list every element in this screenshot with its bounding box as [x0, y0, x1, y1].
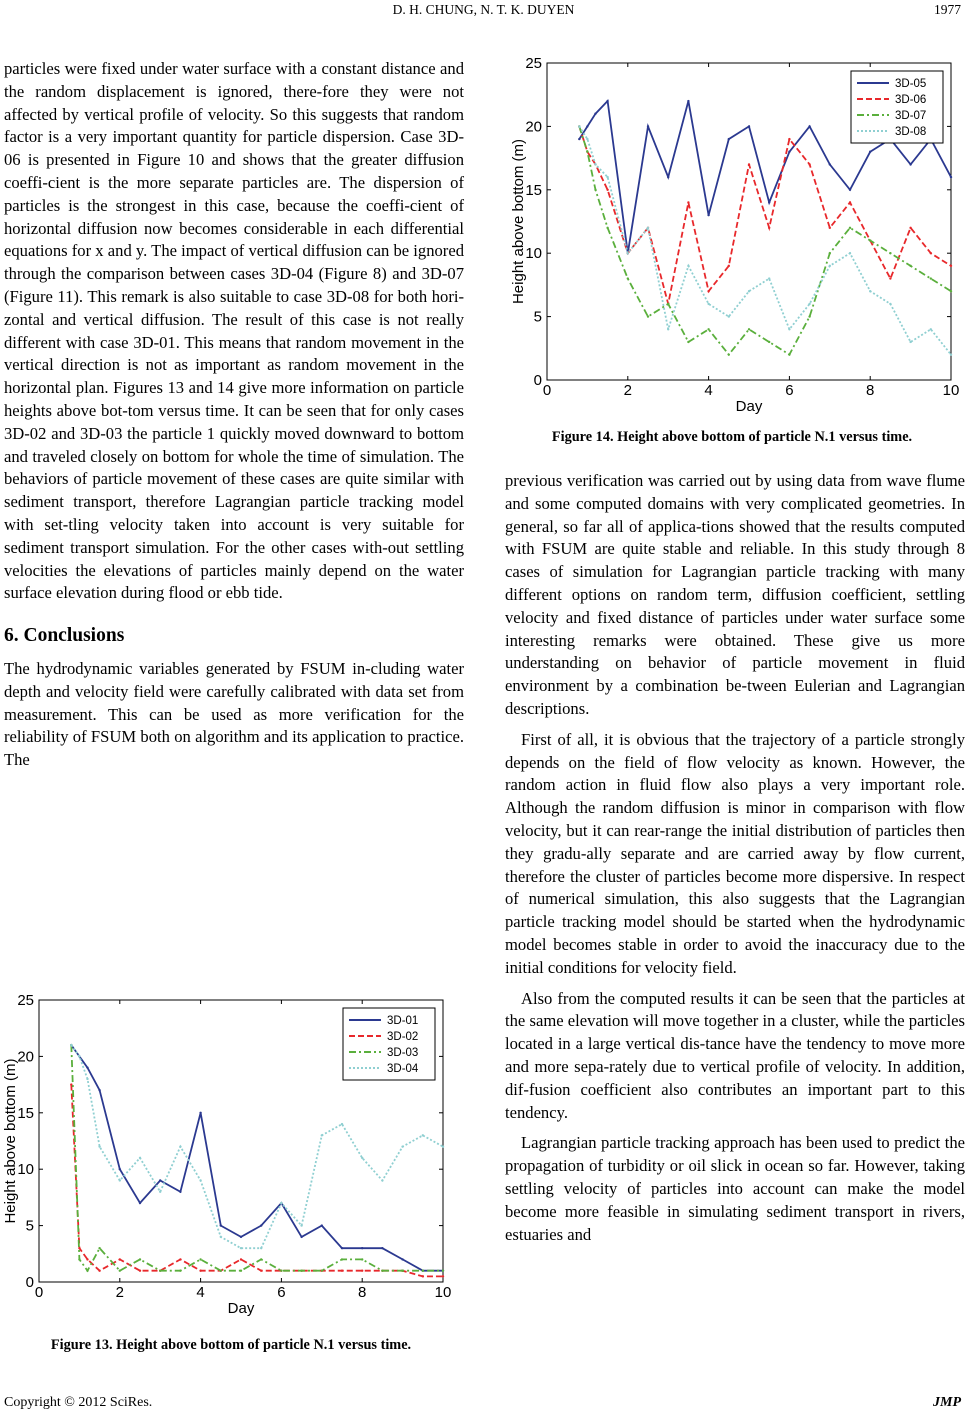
data-point-3D-05 — [768, 201, 770, 203]
x-tick-label: 6 — [277, 1284, 286, 1301]
data-point-3D-08 — [748, 290, 750, 292]
y-axis-label: Height above bottom (m) — [2, 1058, 19, 1224]
legend-label-3D-07: 3D-07 — [895, 110, 927, 122]
data-point-3D-07 — [606, 227, 608, 229]
legend-label-3D-03: 3D-03 — [387, 1047, 419, 1059]
figure-14-chart — [505, 55, 963, 415]
x-axis-label: Day — [735, 398, 763, 415]
data-point-3D-04 — [179, 1145, 181, 1147]
data-point-3D-03 — [260, 1258, 262, 1260]
section-heading-conclusions: 6. Conclusions — [4, 625, 125, 647]
data-point-3D-07 — [647, 315, 649, 317]
y-tick-label: 10 — [525, 245, 542, 263]
y-tick-label: 20 — [17, 1048, 34, 1066]
running-header — [0, 2, 967, 22]
journal-abbrev: JMP — [933, 1395, 961, 1410]
data-point-3D-02 — [179, 1258, 181, 1260]
data-point-3D-05 — [647, 125, 649, 127]
data-point-3D-05 — [950, 176, 952, 178]
data-point-3D-01 — [401, 1258, 403, 1260]
data-point-3D-01 — [300, 1236, 302, 1238]
data-point-3D-05 — [578, 138, 580, 140]
data-point-3D-04 — [401, 1145, 403, 1147]
data-point-3D-02 — [260, 1270, 262, 1272]
data-point-3D-07 — [667, 303, 669, 305]
data-point-3D-06 — [829, 227, 831, 229]
data-point-3D-04 — [139, 1157, 141, 1159]
data-point-3D-02 — [119, 1258, 121, 1260]
x-tick-label: 4 — [704, 382, 713, 399]
data-point-3D-03 — [341, 1258, 343, 1260]
data-point-3D-02 — [422, 1275, 424, 1277]
data-point-3D-05 — [808, 125, 810, 127]
data-point-3D-01 — [98, 1089, 100, 1091]
y-tick-label: 0 — [25, 1274, 34, 1291]
left-paragraph-2: The hydrodynamic variables generated by FSUM in-cluding water depth and velocity field were carefully calibrated with data set from measurement. This can be used as more verification for the reliability of FSUM both on algorithm and its application to practice. The — [4, 658, 464, 770]
data-point-3D-04 — [159, 1191, 161, 1193]
data-point-3D-07 — [728, 353, 730, 355]
figure-14 — [505, 55, 963, 415]
data-point-3D-08 — [829, 265, 831, 267]
figure-14-caption: Figure 14. Height above bottom of particle N.1 versus time. — [551, 429, 913, 445]
left-column — [4, 58, 464, 772]
legend-label-3D-08: 3D-08 — [895, 126, 927, 138]
y-tick-label: 5 — [25, 1217, 34, 1235]
x-tick-label: 2 — [623, 382, 632, 399]
data-point-3D-03 — [300, 1270, 302, 1272]
data-point-3D-08 — [849, 252, 851, 254]
data-point-3D-01 — [199, 1112, 201, 1114]
data-point-3D-04 — [78, 1055, 80, 1057]
data-point-3D-06 — [768, 227, 770, 229]
data-point-3D-05 — [909, 163, 911, 165]
y-tick-label: 20 — [525, 118, 542, 136]
x-tick-label: 8 — [866, 382, 875, 399]
header-authors: D. H. CHUNG, N. T. K. DUYEN — [392, 2, 575, 17]
x-tick-label: 2 — [115, 1284, 124, 1301]
data-point-3D-03 — [422, 1270, 424, 1272]
data-point-3D-08 — [728, 315, 730, 317]
data-point-3D-08 — [869, 290, 871, 292]
data-point-3D-04 — [86, 1078, 88, 1080]
legend-label-3D-01: 3D-01 — [387, 1015, 419, 1027]
data-point-3D-06 — [889, 277, 891, 279]
data-point-3D-06 — [687, 201, 689, 203]
y-tick-label: 25 — [525, 55, 542, 72]
x-tick-label: 10 — [942, 382, 960, 399]
data-point-3D-07 — [829, 252, 831, 254]
data-point-3D-07 — [930, 277, 932, 279]
data-point-3D-06 — [788, 138, 790, 140]
right-column — [505, 470, 965, 1246]
data-point-3D-02 — [98, 1270, 100, 1272]
x-tick-label: 0 — [542, 382, 552, 399]
data-point-3D-04 — [300, 1224, 302, 1226]
y-tick-label: 10 — [17, 1161, 34, 1179]
right-paragraph-4: Lagrangian particle tracking approach has been used to predict the propagation of turbidity or oil slick in ocean so far. However, taking settling velocity of particles into account can make the model become more feasible in simulating sediment transport in rivers, estuaries and — [505, 1133, 965, 1244]
data-point-3D-03 — [442, 1270, 444, 1272]
y-tick-label: 5 — [533, 308, 542, 326]
data-point-3D-05 — [667, 176, 669, 178]
data-point-3D-01 — [220, 1224, 222, 1226]
data-point-3D-07 — [748, 328, 750, 330]
data-point-3D-06 — [728, 265, 730, 267]
data-point-3D-01 — [321, 1224, 323, 1226]
data-point-3D-03 — [139, 1258, 141, 1260]
data-point-3D-05 — [606, 100, 608, 102]
data-point-3D-06 — [930, 252, 932, 254]
data-point-3D-08 — [768, 277, 770, 279]
data-point-3D-03 — [220, 1270, 222, 1272]
data-point-3D-05 — [594, 113, 596, 115]
data-point-3D-01 — [159, 1179, 161, 1181]
data-point-3D-03 — [179, 1270, 181, 1272]
x-axis-label: Day — [227, 1300, 255, 1317]
data-point-3D-02 — [86, 1258, 88, 1260]
x-tick-label: 10 — [434, 1284, 452, 1301]
data-point-3D-07 — [594, 189, 596, 191]
data-point-3D-05 — [869, 151, 871, 153]
data-point-3D-08 — [950, 353, 952, 355]
data-point-3D-08 — [578, 125, 580, 127]
x-tick-label: 0 — [34, 1284, 44, 1301]
data-point-3D-04 — [98, 1145, 100, 1147]
data-point-3D-01 — [86, 1066, 88, 1068]
data-point-3D-04 — [280, 1202, 282, 1204]
data-point-3D-06 — [748, 163, 750, 165]
data-point-3D-05 — [707, 214, 709, 216]
data-point-3D-07 — [707, 328, 709, 330]
data-point-3D-01 — [119, 1168, 121, 1170]
data-point-3D-08 — [647, 227, 649, 229]
figure-13-caption: Figure 13. Height above bottom of particle N.1 versus time. — [50, 1337, 412, 1353]
data-point-3D-07 — [889, 252, 891, 254]
data-point-3D-08 — [687, 265, 689, 267]
data-point-3D-08 — [586, 138, 588, 140]
data-point-3D-03 — [240, 1270, 242, 1272]
data-point-3D-03 — [199, 1258, 201, 1260]
data-point-3D-07 — [849, 227, 851, 229]
data-point-3D-04 — [422, 1134, 424, 1136]
x-tick-label: 6 — [785, 382, 794, 399]
data-point-3D-06 — [950, 265, 952, 267]
data-point-3D-04 — [381, 1179, 383, 1181]
legend-label-3D-04: 3D-04 — [387, 1063, 419, 1075]
data-point-3D-05 — [728, 138, 730, 140]
y-tick-label: 0 — [533, 372, 542, 389]
data-point-3D-02 — [199, 1270, 201, 1272]
data-point-3D-07 — [687, 341, 689, 343]
data-point-3D-04 — [199, 1179, 201, 1181]
right-paragraph-2: First of all, it is obvious that the trajectory of a particle strongly depends on the field of flow velocity as known. However, the random action in fluid flow also plays a very important role. Although the random diffusion is minor in comparison with flow velocity, but it can rear-range the initial distribution of particles then they gradu-ally separate and are carried away by flow current, therefore the cluster of particles become more dispersive. In respect of numerical simulation, this also suggests that the Lagrangian particle tracking model should be started when the hydrodynamic model becomes stable in order to avoid the inaccuracy due to the initial conditions for velocity field. — [505, 729, 965, 977]
data-point-3D-05 — [788, 151, 790, 153]
data-point-3D-04 — [442, 1145, 444, 1147]
figure-13 — [4, 990, 454, 1318]
page-number: 1977 — [934, 2, 961, 17]
y-tick-label: 15 — [17, 1104, 34, 1122]
data-point-3D-04 — [119, 1179, 121, 1181]
data-point-3D-06 — [707, 290, 709, 292]
data-point-3D-01 — [341, 1247, 343, 1249]
data-point-3D-08 — [930, 328, 932, 330]
data-point-3D-01 — [139, 1202, 141, 1204]
data-point-3D-02 — [442, 1275, 444, 1277]
data-point-3D-07 — [788, 353, 790, 355]
data-point-3D-04 — [260, 1247, 262, 1249]
data-point-3D-04 — [321, 1134, 323, 1136]
data-point-3D-08 — [606, 176, 608, 178]
data-point-3D-05 — [829, 163, 831, 165]
legend-label-3D-06: 3D-06 — [895, 94, 927, 106]
data-point-3D-06 — [808, 163, 810, 165]
y-tick-label: 25 — [17, 992, 34, 1009]
data-point-3D-07 — [950, 290, 952, 292]
legend-label-3D-02: 3D-02 — [387, 1031, 419, 1043]
data-point-3D-01 — [361, 1247, 363, 1249]
x-tick-label: 8 — [358, 1284, 367, 1301]
x-tick-label: 4 — [196, 1284, 205, 1301]
data-point-3D-03 — [159, 1270, 161, 1272]
data-point-3D-07 — [869, 239, 871, 241]
data-point-3D-08 — [808, 303, 810, 305]
left-paragraph-1: particles were fixed under water surface with a constant distance and the random displacement is ignored, there-fore they were not affected by vertical profile of velocity. So this suggests that random factor is a very important quantity for particle dispersion. Case 3D-06 is presented in Figure 10 and shows that the greater diffusion coeffi-cient is the more separate particles are. The dispersion of particles is the strongest in this case, because the coeffi-cient of horizontal diffusion now becomes considerable in each differential equations for x and y. The impact of vertical diffusion can be ignored through the comparison between cases 3D-04 (Figure 8) and 3D-07 (Figure 11). This remark is also suitable to case 3D-08 for both hori-zontal and vertical diffusion. The result of this case is not really different with case 3D-01. This means that random movement in the vertical direction is not as important as random movement in the horizontal plan. Figures 13 and 14 give more information on particle heights above bot-tom versus time. It can be seen that for only cases 3D-02 and 3D-03 the particle 1 quickly moved downward to bottom and traveled closely on bottom for whole the time of simulation. The behaviors of particle movement of these cases are quite similar with sediment transport, therefore Lagrangian particle tracking model with set-tling velocity taken into account is very suitable for sediment transport simulation. For the other cases with-out settling velocities the elevations of particles mainly depend on the water surface elevation during flood or ebb tide. — [4, 59, 464, 603]
data-point-3D-06 — [849, 201, 851, 203]
data-point-3D-08 — [627, 252, 629, 254]
data-point-3D-02 — [139, 1270, 141, 1272]
data-point-3D-08 — [707, 303, 709, 305]
data-point-3D-03 — [321, 1270, 323, 1272]
data-point-3D-01 — [381, 1247, 383, 1249]
right-paragraph-1: previous verification was carried out by using data from wave flume and some computed domains with very complicated geometries. In general, so far all of applica-tions showed that the results computed with FSUM are quite stable and reliable. In this study through 8 cases of simulation for Lagrangian particle tracking with many different options on random term, diffusion coefficient, settling velocity and fixed distance of particles under water surface some interesting remarks were obtained. These give us more understanding on behavior of particle movement in fluid environment by a combination be-tween Eulerian and Lagrangian descriptions. — [505, 471, 965, 718]
data-point-3D-03 — [381, 1270, 383, 1272]
data-point-3D-01 — [240, 1236, 242, 1238]
data-point-3D-03 — [401, 1270, 403, 1272]
data-point-3D-04 — [220, 1236, 222, 1238]
right-paragraph-3: Also from the computed results it can be seen that the particles at the same elevation will move together in a cluster, while the particles located in a large vertical dis-tance have the tendency to move more and more sepa-rately due to vertical profile of velocity. In addition, dif-fusion coefficient also contributes an important part to this tendency. — [505, 988, 965, 1122]
data-point-3D-04 — [240, 1247, 242, 1249]
data-point-3D-03 — [86, 1270, 88, 1272]
data-point-3D-03 — [98, 1247, 100, 1249]
data-point-3D-04 — [70, 1044, 72, 1046]
data-point-3D-02 — [361, 1270, 363, 1272]
legend-label-3D-05: 3D-05 — [895, 78, 927, 90]
data-point-3D-04 — [341, 1123, 343, 1125]
data-point-3D-08 — [594, 163, 596, 165]
data-point-3D-01 — [179, 1191, 181, 1193]
data-point-3D-06 — [909, 227, 911, 229]
data-point-3D-07 — [909, 265, 911, 267]
data-point-3D-05 — [849, 189, 851, 191]
data-point-3D-02 — [341, 1270, 343, 1272]
data-point-3D-03 — [78, 1258, 80, 1260]
data-point-3D-07 — [627, 277, 629, 279]
data-point-3D-08 — [788, 328, 790, 330]
data-point-3D-03 — [280, 1270, 282, 1272]
data-point-3D-03 — [119, 1270, 121, 1272]
data-point-3D-07 — [808, 315, 810, 317]
data-point-3D-04 — [361, 1157, 363, 1159]
copyright-notice: Copyright © 2012 SciRes. — [4, 1395, 153, 1410]
data-point-3D-02 — [78, 1247, 80, 1249]
data-point-3D-06 — [606, 189, 608, 191]
figure-13-chart — [4, 990, 454, 1318]
page-footer — [0, 1395, 967, 1413]
data-point-3D-05 — [687, 100, 689, 102]
data-point-3D-03 — [361, 1258, 363, 1260]
data-point-3D-08 — [667, 328, 669, 330]
data-point-3D-08 — [889, 303, 891, 305]
data-point-3D-01 — [260, 1224, 262, 1226]
data-point-3D-05 — [748, 125, 750, 127]
y-tick-label: 15 — [525, 181, 542, 199]
data-point-3D-05 — [586, 125, 588, 127]
data-point-3D-08 — [909, 341, 911, 343]
y-axis-label: Height above bottom (m) — [510, 138, 527, 305]
data-point-3D-02 — [240, 1258, 242, 1260]
data-point-3D-07 — [768, 341, 770, 343]
data-point-3D-07 — [586, 151, 588, 153]
